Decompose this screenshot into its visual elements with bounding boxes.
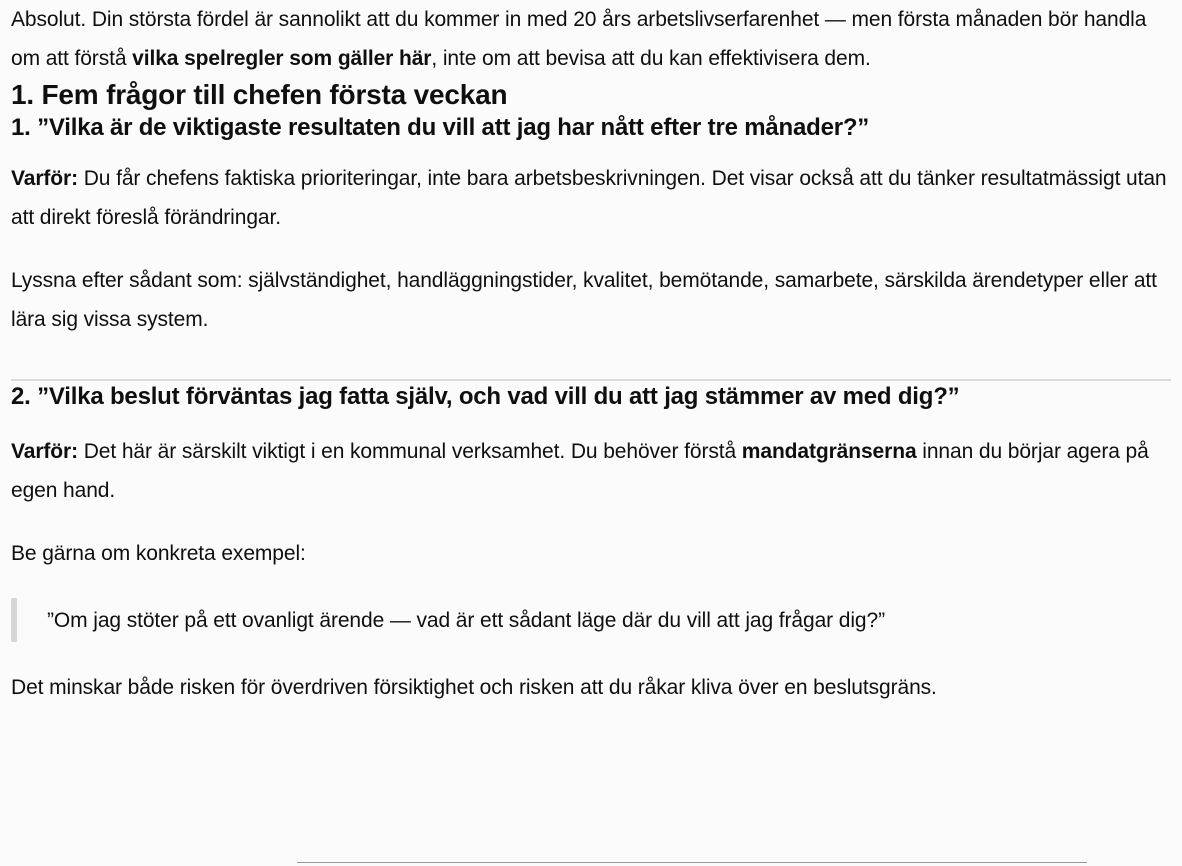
section-heading: 1. Fem frågor till chefen första veckan [11,79,508,110]
question-1-why-label: Varför: [11,167,78,190]
question-1-why-paragraph [11,159,1171,237]
composer-top-edge [297,862,1087,863]
question-2-why-text-2: innan du börjar agera på egen hand. [11,440,1149,502]
question-2-closing-paragraph: Det minskar både risken för överdriven försiktighet och risken att du råkar kliva över en beslutsgräns. [11,676,937,699]
intro-bold-text: vilka spelregler som gäller här [132,47,432,70]
question-2-why-bold-text: mandatgränserna [741,440,917,463]
blockquote-text: ”Om jag stöter på ett ovanligt ärende — vad är ett sådant läge där du vill att jag frågar dig?” [47,608,885,632]
question-2-why-label: Varför: [11,440,78,463]
response-content [11,0,1171,707]
intro-text-1: Absolut. Din största fördel är sannolikt att du kommer in med 20 års arbetslivserfarenhet — men första månaden bör handla om att förstå [11,8,1147,70]
question-2-examples-paragraph: Be gärna om konkreta exempel: [11,542,306,565]
question-2-why-text-1: Det här är särskilt viktigt i en kommunal verksamhet. Du behöver förstå [78,440,742,463]
intro-paragraph [11,0,1171,78]
question-2-heading: 2. ”Vilka beslut förväntas jag fatta själv, och vad vill du att jag stämmer av med dig?” [11,383,960,410]
question-1-why-text: Du får chefens faktiska prioriteringar, inte bara arbetsbeskrivningen. Det visar också att du tänker resultatmässigt utan att direkt föreslå förändringar. [11,167,1167,229]
blockquote [11,598,1171,642]
intro-text-2: , inte om att bevisa att du kan effektivisera dem. [431,47,871,70]
question-2-why-paragraph [11,432,1171,510]
question-1-heading: 1. ”Vilka är de viktigaste resultaten du vill att jag har nått efter tre månader?” [11,114,870,141]
question-1-listen-paragraph: Lyssna efter sådant som: självständighet, handläggningstider, kvalitet, bemötande, samarbete, särskilda ärendetyper eller att lära sig vissa system. [11,269,1157,331]
